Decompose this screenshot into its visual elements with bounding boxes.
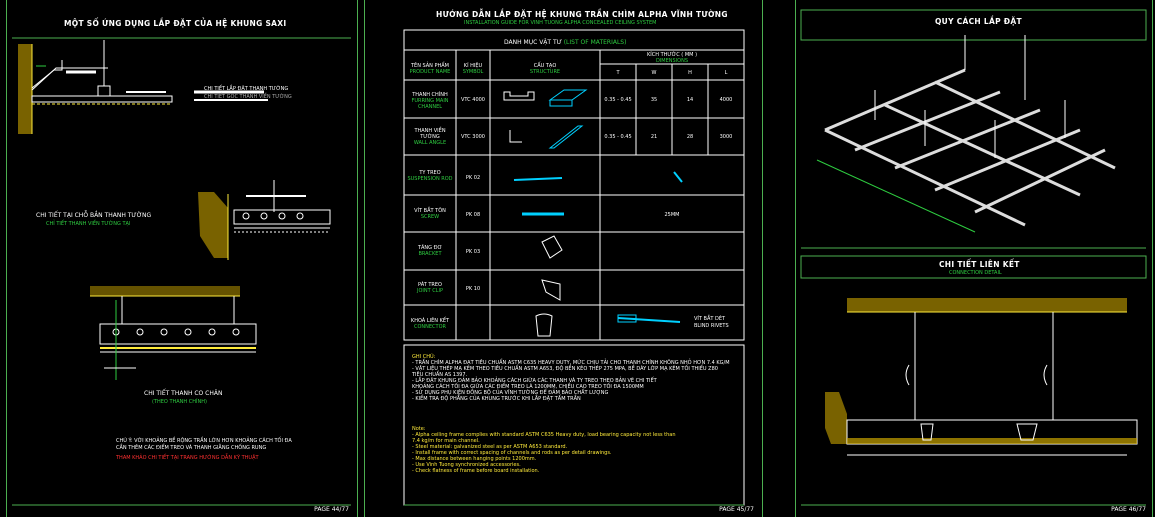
dim-col-l: L <box>724 70 728 76</box>
row-6-name <box>404 318 456 330</box>
row-5-name-vi: PÁT TREO <box>418 282 442 288</box>
row-2-name-en: SUSPENSION ROD <box>407 176 453 182</box>
note-vi-4: KHOẢNG CÁCH TỐI ĐA GIỮA CÁC ĐIỂM TREO LÀ 1200MM, CHIỀU CAO TREO TỐI ĐA 1500MM <box>412 384 644 390</box>
row-0-code: VTC 4000 <box>461 97 485 103</box>
right-frame-border <box>1152 0 1153 517</box>
right-panel <box>795 0 1152 517</box>
panel-divider-3 <box>762 0 763 517</box>
header-name <box>404 63 456 75</box>
header-shape-vi: CẤU TẠO <box>533 63 557 69</box>
dim-col-t: T <box>616 70 620 76</box>
header-code-en: SYMBOL <box>462 69 484 75</box>
panel-divider-1 <box>357 0 358 517</box>
header-shape-en: STRUCTURE <box>529 69 561 75</box>
row-3-code: PK 08 <box>465 212 481 218</box>
bom-table-title <box>504 39 626 46</box>
row-0-l: 4000 <box>719 97 733 103</box>
row-4-code: PK 03 <box>465 249 481 255</box>
left-title: MỘT SỐ ỨNG DỤNG LẮP ĐẶT CỦA HỆ KHUNG SAXI <box>64 19 287 28</box>
row-0-name <box>404 92 456 110</box>
dim-col-h: H <box>688 70 692 76</box>
detail3-label: CHI TIẾT THANH CO CHÂN <box>144 390 223 397</box>
row-4-name <box>404 245 456 257</box>
row-2-name <box>404 170 456 182</box>
notes-en-title: Note: <box>412 426 426 432</box>
row-6-name-en: CONNECTOR <box>413 324 447 330</box>
dim-col-w: W <box>651 70 657 76</box>
row-1-name <box>404 128 456 146</box>
row-5-code: PK 10 <box>465 286 481 292</box>
detail1-label: CHI TIẾT LẮP ĐẶT THANH TƯỜNG <box>204 86 289 92</box>
row-1-h: 28 <box>686 134 694 140</box>
row-2-name-vi: TY TREO <box>419 170 441 176</box>
header-dims-vi: KÍCH THƯỚC ( MM ) <box>646 52 698 58</box>
note-vi-2: TIÊU CHUẨN AS 1397. <box>412 372 468 378</box>
row-0-name-en: FURRING MAIN CHANNEL <box>411 98 449 110</box>
note-en-5: - Use Vinh Tuong synchronized accessories. <box>412 462 521 468</box>
row-6-name-vi: KHOÁ LIÊN KẾT <box>410 318 450 324</box>
note-en-1: 7.4 kg/m for main channel. <box>412 438 480 444</box>
row-1-t: 0.35 - 0.45 <box>604 134 632 140</box>
notes-en <box>412 426 676 474</box>
detail3-sub: (THEO THANH CHÍNH) <box>152 399 207 405</box>
row-1-l: 3000 <box>719 134 733 140</box>
note-vi-3: - LẮP ĐẶT KHUNG ĐẢM BẢO KHOẢNG CÁCH GIỮA CÁC THANH VÀ TY TREO THEO BẢN VẼ CHI TIẾT <box>412 378 657 384</box>
right-drawings <box>795 0 1152 517</box>
note-vi-0: - TRẦN CHÌM ALPHA ĐẠT TIÊU CHUẨN ASTM C635 HEAVY DUTY, MỨC CHỊU TẢI CHO THANH CHÍNH KHÔNG NHỎ HƠN 7.4 KG/M <box>412 360 730 366</box>
header-code-vi: KÍ HIỆU <box>463 63 483 69</box>
note-en-3: - Install frame with correct spacing of channels and rods as per detail drawings. <box>412 450 612 456</box>
left-note-3: THAM KHẢO CHI TIẾT TẠI TRANG HƯỚNG DẪN KỸ THUẬT <box>116 455 259 461</box>
header-dims <box>600 52 744 64</box>
left-page-number: PAGE 44/77 <box>314 506 349 513</box>
row-3-name-vi: VÍT BẮT TÔN <box>414 208 446 214</box>
detail1-sub: CHI TIẾT GÓC THANH VIỀN TƯỜNG <box>204 94 292 100</box>
row-4-name-vi: TĂNG ĐƠ <box>417 245 443 251</box>
note-en-6: - Check flatness of frame before board installation. <box>412 468 540 474</box>
right-page-number: PAGE 46/77 <box>1111 506 1146 513</box>
bom-title-en: (LIST OF MATERIALS) <box>563 39 627 46</box>
row-1-w: 21 <box>650 134 658 140</box>
right-title-2-sub: CONNECTION DETAIL <box>949 270 1002 276</box>
row-0-t: 0.35 - 0.45 <box>604 97 632 103</box>
row-3-name-en: SCREW <box>420 214 440 220</box>
note-en-4: - Max distance between hanging points 1200mm. <box>412 456 537 462</box>
row-4-name-en: BRACKET <box>418 251 442 257</box>
row-1-name-vi: THANH VIỀN TƯỜNG <box>414 128 446 140</box>
row-3-span: 25MM <box>664 212 680 218</box>
row-6-span2: BLIND RIVETS <box>694 323 729 329</box>
left-note-2: CẦN THÊM CÁC ĐIỂM TREO VÀ THANH GIẰNG CHỐNG RUNG <box>116 445 267 451</box>
row-5-name <box>404 282 456 294</box>
note-vi-1: - VẬT LIỆU THÉP MẠ KẼM THEO TIÊU CHUẨN ASTM A653, ĐỘ BỀN KÉO THÉP 275 MPA, BỀ DÀY LỚP MẠ KẼM TỐI THIỂU Z80 <box>412 366 718 372</box>
bom-title-vi: DANH MỤC VẬT TƯ <box>504 39 562 46</box>
center-subtitle: INSTALLATION GUIDE FOR VINH TUONG ALPHA CONCEALED CEILING SYSTEM <box>464 20 657 26</box>
note-en-0: - Alpha ceiling frame complies with standard ASTM C635 Heavy duty, load bearing capacity not less than <box>412 432 676 438</box>
row-3-name <box>404 208 456 220</box>
row-1-name-en: WALL ANGLE <box>413 140 447 146</box>
note-vi-5: - SỬ DỤNG PHỤ KIỆN ĐỒNG BỘ CỦA VĨNH TƯỜNG ĐỂ ĐẢM BẢO CHẤT LƯỢNG <box>412 390 609 396</box>
row-2-code: PK 02 <box>465 175 481 181</box>
left-panel <box>6 0 357 517</box>
notes-vi <box>412 354 730 402</box>
center-panel <box>364 0 762 517</box>
center-title: HƯỚNG DẪN LẮP ĐẶT HỆ KHUNG TRẦN CHÌM ALPHA VĨNH TƯỜNG <box>436 10 728 19</box>
header-name-vi: TÊN SẢN PHẨM <box>411 63 449 69</box>
notes-title: GHI CHÚ: <box>412 354 436 360</box>
center-page-number: PAGE 45/77 <box>719 506 754 513</box>
row-0-name-vi: THANH CHÍNH <box>412 92 448 98</box>
header-dims-en: DIMENSIONS <box>655 58 689 64</box>
note-vi-6: - KIỂM TRA ĐỘ PHẲNG CỦA KHUNG TRƯỚC KHI LẮP ĐẶT TẤM TRẦN <box>412 396 581 402</box>
row-0-w: 35 <box>650 97 658 103</box>
row-1-code: VTC 3000 <box>461 134 485 140</box>
detail2-label: CHI TIẾT TẠI CHỖ BẮN THANH TƯỜNG <box>36 212 152 219</box>
note-en-2: - Steel material: galvanized steel as per ASTM A653 standard. <box>412 444 568 450</box>
detail2-sub: CHỈ TIẾT THANH VIỀN TƯỜNG TẠI <box>46 221 131 227</box>
row-5-name-en: JOINT CLIP <box>416 288 444 294</box>
header-code <box>456 63 490 75</box>
row-0-h: 14 <box>686 97 694 103</box>
header-name-en: PRODUCT NAME <box>409 69 451 75</box>
header-shape <box>490 63 600 75</box>
left-note-1: CHÚ Ý: VỚI KHOẢNG BỀ RỘNG TRẦN LỚN HƠN KHOẢNG CÁCH TỐI ĐA <box>116 438 292 444</box>
row-6-span: VÍT BẮT DÉT <box>694 316 726 322</box>
right-title-2: CHI TIẾT LIÊN KẾT <box>939 260 1020 269</box>
right-title-1: QUY CÁCH LẮP ĐẶT <box>935 17 1022 26</box>
